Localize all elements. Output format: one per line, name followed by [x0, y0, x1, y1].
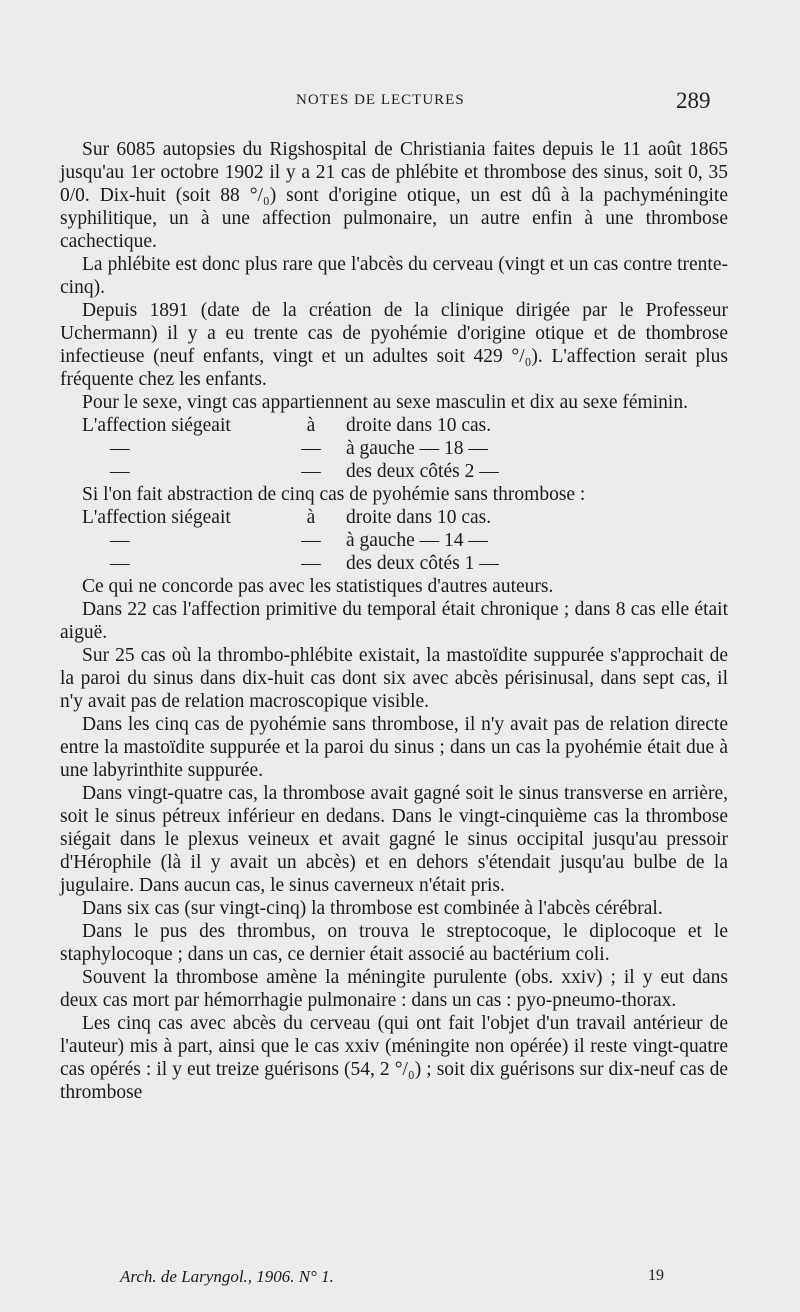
table-cell: à gauche — 18 — — [346, 438, 488, 459]
footer-source: Arch. de Laryngol., 1906. N° 1. — [120, 1267, 334, 1286]
paragraph-meningite: Souvent la thrombose amène la méningite purulente (obs. xxiv) ; il y eut dans deux cas mort par hémorrhagie pulmonaire : dans un cas : pyo-pneumo-thorax. — [60, 967, 728, 1011]
table-row — [60, 414, 728, 437]
table-cell: à — [306, 507, 316, 528]
paragraph-six-cas: Dans six cas (sur vingt-cinq) la thrombose est combinée à l'abcès cérébral. — [82, 898, 663, 919]
paragraph-concorde: Ce qui ne concorde pas avec les statistiques d'autres auteurs. — [82, 576, 554, 597]
paragraph-depuis-1891: Depuis 1891 (date de la création de la clinique dirigée par le Professeur Uchermann) il y a eu trente cas de pyohémie d'origine otique et de thombrose infectieuse (neuf enfants, vingt et un adultes soit 429 °/₀). L'affection serait plus fréquente chez les enfants. — [60, 300, 728, 390]
table-cell: des deux côtés 2 — — [346, 461, 499, 482]
table-cell: droite dans 10 cas. — [346, 415, 492, 436]
table-cell: à gauche — 14 — — [346, 530, 488, 551]
table-row — [60, 529, 728, 552]
paragraph-mastoidite: Sur 25 cas où la thrombo-phlébite existait, la mastoïdite suppurée s'approchait de la paroi du sinus dans dix-huit cas dont six avec abcès périsinusal, dans sept cas, il n'y avait pas de relation macroscopique visible. — [60, 645, 728, 712]
page-footer — [0, 1267, 800, 1291]
table-cell: — — [110, 553, 130, 574]
paragraph-phlebite-rare: La phlébite est donc plus rare que l'abcès du cerveau (vingt et un cas contre trente-cinq). — [60, 254, 728, 298]
side-table-1 — [60, 414, 728, 483]
table-cell: — — [301, 553, 321, 574]
paragraph-abstraction: Si l'on fait abstraction de cinq cas de pyohémie sans thrombose : — [82, 484, 586, 505]
table-row — [60, 460, 728, 483]
table-cell: — — [110, 530, 130, 551]
side-table-2 — [60, 506, 728, 575]
running-head: NOTES DE LECTURES — [296, 92, 465, 108]
table-row — [60, 506, 728, 529]
table-cell: L'affection siégeait — [82, 415, 231, 436]
page-number: 289 — [676, 88, 711, 113]
table-row — [60, 552, 728, 575]
signature-mark: 19 — [648, 1267, 664, 1284]
paragraph-cinq-cas: Les cinq cas avec abcès du cerveau (qui ont fait l'objet d'un travail antérieur de l'auteur) mis à part, ainsi que le cas xxiv (méningite non opérée) il reste vingt-quatre cas opérés : il y eut treize guérisons (54, 2 °/₀) ; soit dix guérisons sur dix-neuf cas de thrombose — [60, 1013, 728, 1103]
paragraph-sexe: Pour le sexe, vingt cas appartiennent au sexe masculin et dix au sexe féminin. — [82, 392, 688, 413]
body-text — [60, 138, 728, 1104]
table-row — [60, 437, 728, 460]
table-cell: à — [306, 415, 316, 436]
table-cell: L'affection siégeait — [82, 507, 231, 528]
table-cell: — — [301, 530, 321, 551]
table-cell: droite dans 10 cas. — [346, 507, 492, 528]
table-cell: — — [110, 461, 130, 482]
paragraph-autopsies: Sur 6085 autopsies du Rigshospital de Christiania faites depuis le 11 août 1865 jusqu'au 1er octobre 1902 il y a 21 cas de phlébite et thrombose des sinus, soit 0, 35 0/0. Dix-huit (soit 88 °/₀) sont d'origine otique, un est dû à la pachyméningite syphilitique, un à une affection pulmonaire, un autre enfin à une thrombose cachectique. — [60, 139, 728, 252]
paragraph-pus: Dans le pus des thrombus, on trouva le streptocoque, le diplocoque et le staphylocoque ; dans un cas, ce dernier était associé au bactérium coli. — [60, 921, 728, 965]
table-cell: — — [110, 438, 130, 459]
table-cell: — — [301, 438, 321, 459]
table-cell: des deux côtés 1 — — [346, 553, 499, 574]
table-cell: — — [301, 461, 321, 482]
paragraph-vingt-quatre: Dans vingt-quatre cas, la thrombose avait gagné soit le sinus transverse en arrière, soit le sinus pétreux inférieur en dedans. Dans le vingt-cinquième cas la thrombose siégait dans le plexus veineux et avait gagné le sinus occipital jusqu'au pressoir d'Hérophile (là il y avait un abcès) et en dehors s'étendait jusqu'au bulbe de la jugulaire. Dans aucun cas, le sinus caverneux n'était pris. — [60, 783, 728, 896]
paragraph-pyohemie: Dans les cinq cas de pyohémie sans thrombose, il n'y avait pas de relation directe entre la mastoïdite suppurée et la paroi du sinus ; dans un cas la pyohémie était due à une labyrinthite suppurée. — [60, 714, 728, 781]
paragraph-chronique: Dans 22 cas l'affection primitive du temporal était chronique ; dans 8 cas elle était aiguë. — [60, 599, 728, 643]
